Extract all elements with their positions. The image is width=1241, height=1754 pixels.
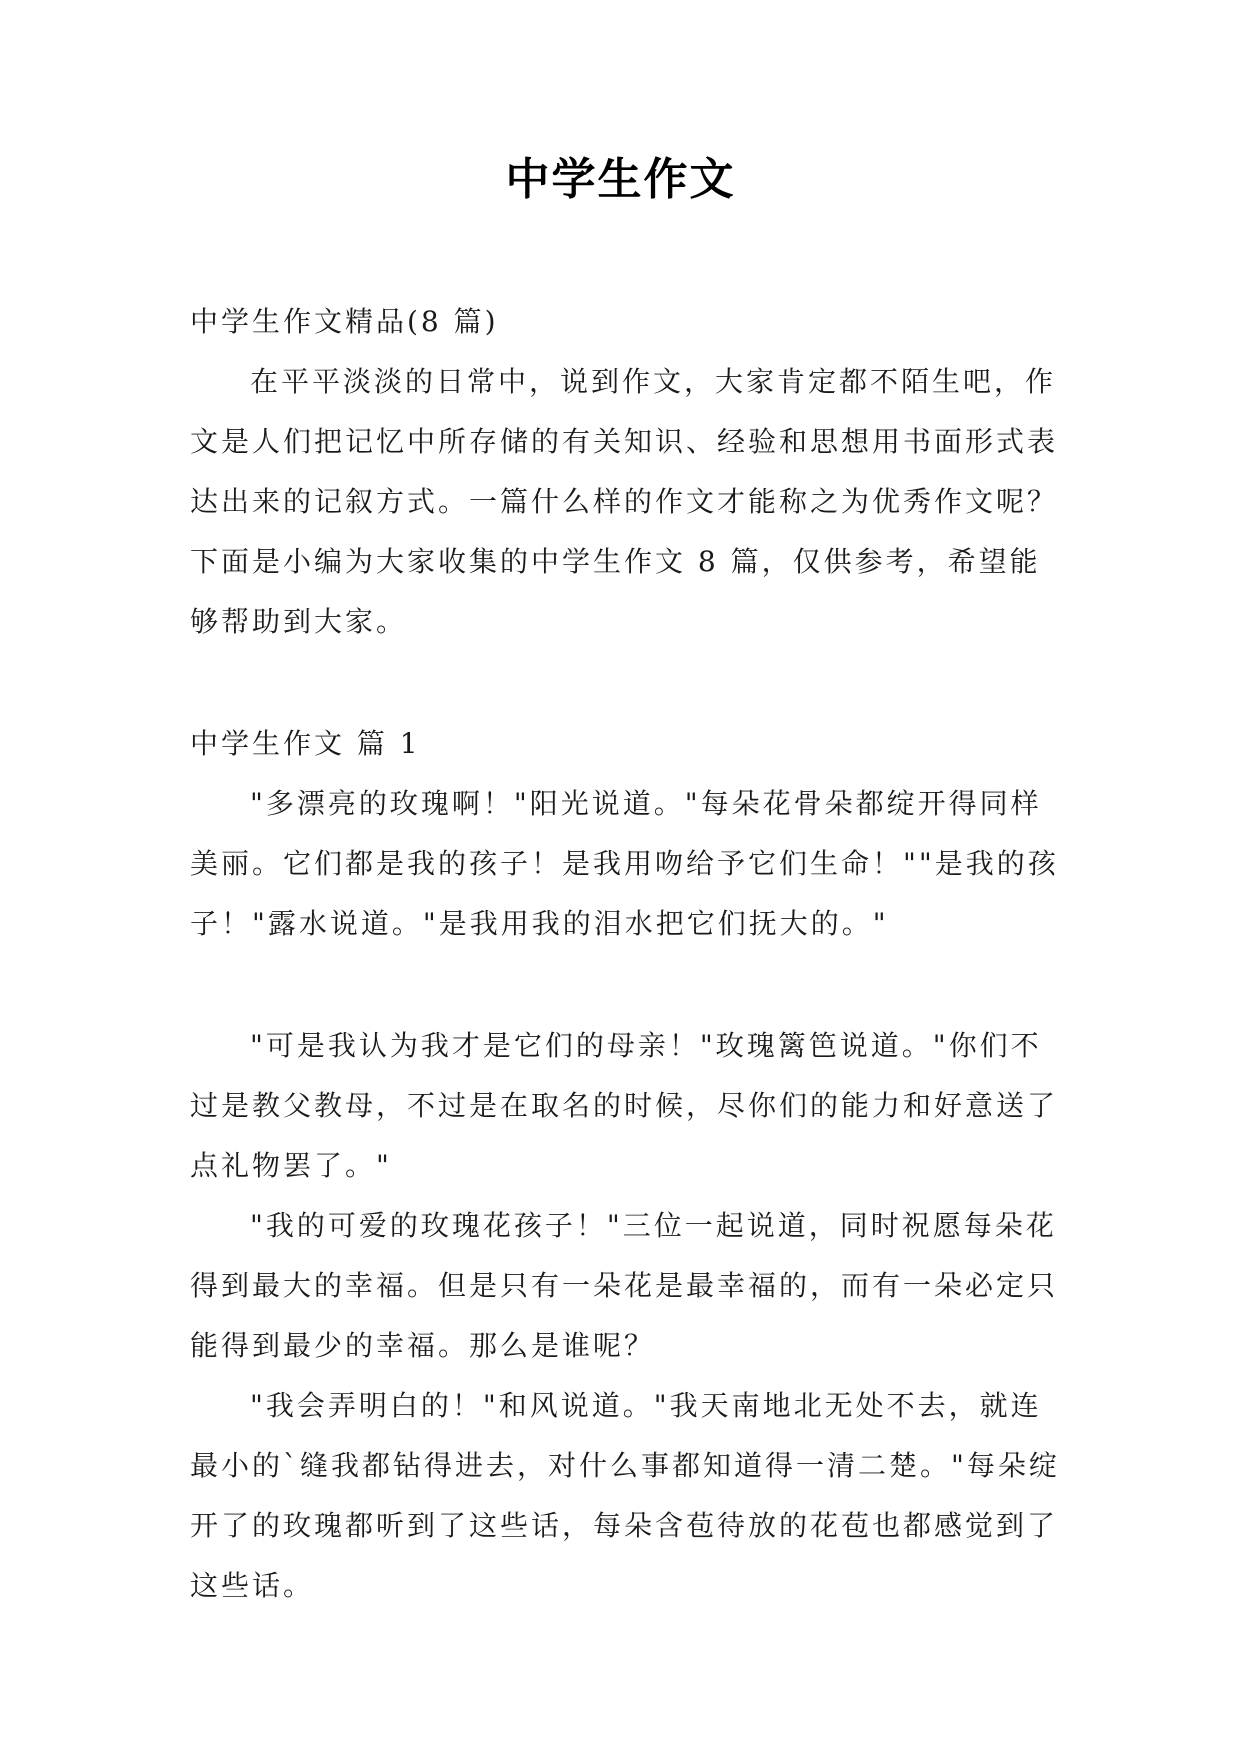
section-paragraph: "多漂亮的玫瑰啊！"阳光说道。"每朵花骨朵都绽开得同样美丽。它们都是我的孩子！是我用吻给予它们生命！""是我的孩子！"露水说道。"是我用我的泪水把它们抚大的。" xyxy=(190,787,1059,940)
document-title: 中学生作文 xyxy=(505,154,736,205)
section-paragraph: "可是我认为我才是它们的母亲！"玫瑰篱笆说道。"你们不过是教父教母，不过是在取名的时候，尽你们的能力和好意送了点礼物罢了。" xyxy=(190,1029,1059,1182)
section-heading: 中学生作文 篇 1 xyxy=(190,727,421,760)
section-paragraph: "我的可爱的玫瑰花孩子！"三位一起说道，同时祝愿每朵花得到最大的幸福。但是只有一朵花是最幸福的，而有一朵必定只能得到最少的幸福。那么是谁呢？ xyxy=(190,1209,1059,1362)
section-paragraph: "我会弄明白的！"和风说道。"我天南地北无处不去，就连最小的`缝我都钻得进去，对什么事都知道得一清二楚。"每朵绽开了的玫瑰都听到了这些话，每朵含苞待放的花苞也都感觉到了这些话。 xyxy=(190,1389,1060,1602)
document-body xyxy=(190,292,1060,1616)
document-subtitle: 中学生作文精品(8 篇) xyxy=(190,305,499,338)
intro-paragraph: 在平平淡淡的日常中，说到作文，大家肯定都不陌生吧，作文是人们把记忆中所存储的有关知识、经验和思想用书面形式表达出来的记叙方式。一篇什么样的作文才能称之为优秀作文呢？下面是小编为大家收集的中学生作文 8 篇，仅供参考，希望能够帮助到大家。 xyxy=(190,365,1059,638)
